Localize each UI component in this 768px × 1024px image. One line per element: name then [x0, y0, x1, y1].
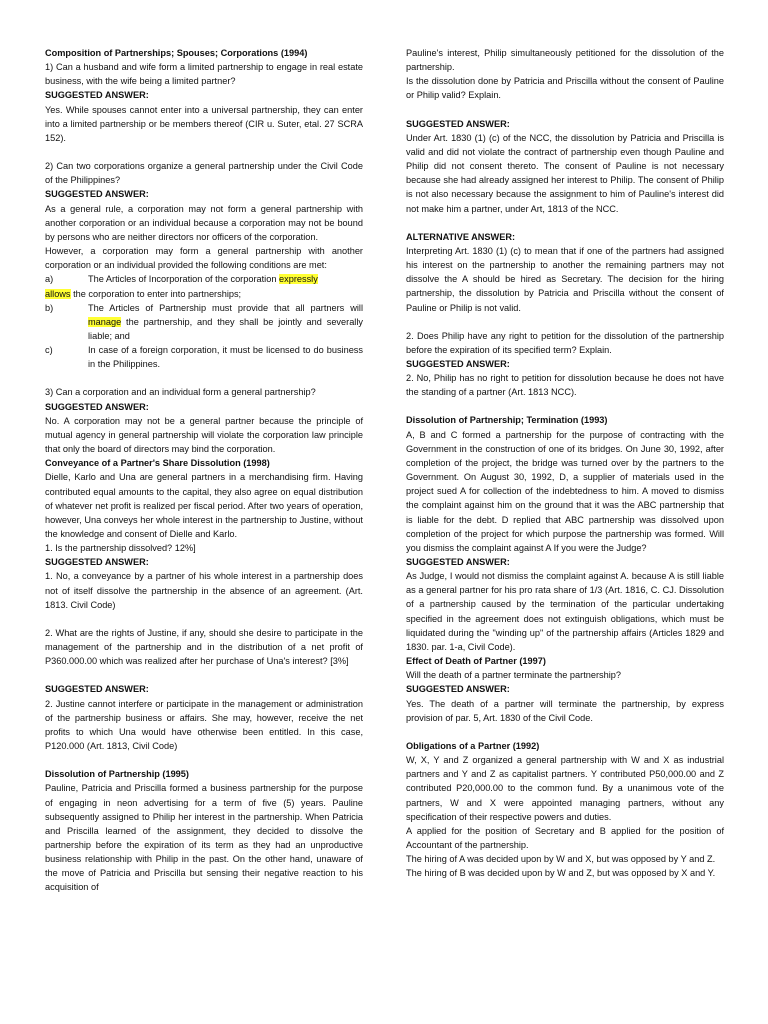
suggested-answer-label: SUGGESTED ANSWER: — [406, 358, 510, 369]
suggested-answer-label: SUGGESTED ANSWER: — [406, 557, 510, 567]
condition-a-label: a) — [45, 274, 54, 285]
dissolution-facts-cont: Pauline's interest, Philip simultaneously petitioned for the dissolution of the partnership. — [406, 48, 724, 73]
suggested-answer-label: SUGGESTED ANSWER: — [45, 684, 149, 695]
termination-answer: As Judge, I would not dismiss the complaint against A. because A is still liable as a general partner for his pro rata share of 1/3 (Art. 1816, C. CJ. Dissolution of a partnership caused by the termination of the particular undertaking specified in the agreement does not extinguish obligations, which must be liquidated during the "winding up" of the partnership affairs (Articles 1829 and 1830. par. 1-a, Civil Code). — [406, 571, 724, 652]
conveyance-facts: Dielle, Karlo and Una are general partners in a merchandising firm. Having contributed equal amounts to the capital, they also agree on equal distribution of whatever net profit is realized per fiscal period. After two years of operation, however, Una conveys her whole interest in the partnership to Justine, without the knowledge and consent of Dielle and Karlo. — [45, 472, 363, 539]
condition-c — [45, 343, 363, 371]
alternative-answer: Interpreting Art. 1830 (1) (c) to mean that if one of the partners had assigned his interest on the partnership to another the remaining partners may not dissolve the A should be hired as Secretary. The decision for the hiring partnership, the dissolution by Patricia and Priscilla without the consent of Pauline or Philip is not valid. — [406, 245, 724, 313]
condition-a-rest: the corporation to enter into partnerships; — [70, 288, 242, 299]
left-column — [45, 46, 363, 895]
question-2: 2) Can two corporations organize a general partnership under the Civil Code of the Philippines? — [45, 161, 363, 186]
obligations-applicants: A applied for the position of Secretary and B applied for the position of Accountant of the partnership. — [406, 825, 724, 850]
conveyance-answer-1: 1. No, a conveyance by a partner of his whole interest in a partnership does not of itself dissolve the partnership in the absence of an agreement. (Art. 1813. Civil Code) — [45, 571, 363, 610]
answer-1: Yes. While spouses cannot enter into a universal partnership, they can enter into a limited partnership or be members thereof (CIR u. Suter, etal. 27 SCRA 152). — [45, 104, 363, 143]
suggested-answer-label: SUGGESTED ANSWER: — [45, 557, 149, 568]
condition-b — [45, 301, 363, 343]
suggested-answer-label: SUGGESTED ANSWER: — [406, 118, 510, 129]
answer-2a: As a general rule, a corporation may not form a general partnership with another corporation or an individual because a corporation may not be bound by persons who are neither directors nor officers of the corporation. — [45, 203, 363, 242]
obligations-hiring-a: The hiring of A was decided upon by W and X, but was opposed by Y and Z. — [406, 854, 716, 865]
condition-b-rest: the partnership, and they shall be jointly and severally liable; and — [88, 316, 363, 341]
dissolution-answer-2: 2. No, Philip has no right to petition for dissolution because he does not have the standing of a partner (Art. 1813 NCC). — [406, 373, 724, 398]
obligations-hiring-b: The hiring of B was decided upon by W and Z, but was opposed by X and Y. — [406, 868, 716, 879]
alternative-answer-label: ALTERNATIVE ANSWER: — [406, 231, 516, 242]
heading-dissolution: Dissolution of Partnership (1995) — [45, 769, 189, 780]
right-column — [406, 46, 724, 880]
condition-b-label: b) — [45, 302, 54, 313]
condition-c-text: In case of a foreign corporation, it must be licensed to do business in the Philippines. — [88, 345, 363, 370]
conveyance-question-1: 1. Is the partnership dissolved? 12%] — [45, 543, 196, 554]
death-answer: Yes. The death of a partner will terminate the partnership, by express provision of par. 5, Art. 1830 of the Civil Code. — [406, 698, 724, 723]
answer-2b: However, a corporation may form a general partnership with another corporation or an individual provided the following conditions are met: — [45, 246, 363, 271]
heading-composition: Composition of Partnerships; Spouses; Corporations (1994) — [45, 48, 308, 58]
dissolution-answer-1: Under Art. 1830 (1) (c) of the NCC, the dissolution by Patricia and Priscilla is valid and did not violate the contract of partnership even though Pauline and Philip did not consent thereto. The consent of Pauline is not necessary because she had already assigned her interest to Philip. The consent of Philip is not also necessary because the assignment to him of Pauline's interest did not make him a partner, under Art, 1813 of the NCC. — [406, 132, 724, 214]
highlight-manage: manage — [88, 316, 122, 327]
heading-obligations: Obligations of a Partner (1992) — [406, 740, 540, 751]
suggested-answer-label: SUGGESTED ANSWER: — [45, 401, 149, 412]
dissolution-facts: Pauline, Patricia and Priscilla formed a business partnership for the purpose of engaging in neon advertising for a term of five (5) years. Pauline subsequently assigned to Philip her interest in the partnership. When Patricia and Priscilla learned of the assignment, they decided to dissolve the partnership before the expiration of its term as they had an unproductive business relationship with Philip in the past. On the other hand, unaware of the move of Patricia and Priscilla but sensing their negative reaction to his acquisition of — [45, 783, 363, 893]
death-question: Will the death of a partner terminate the partnership? — [406, 670, 622, 681]
suggested-answer-label: SUGGESTED ANSWER: — [406, 684, 510, 695]
conveyance-question-2: 2. What are the rights of Justine, if any, should she desire to participate in the management of the partnership and in the distribution of a net profit of P360.000.00 which was realized after her purchase of Una's interest? [3%] — [45, 627, 363, 667]
termination-facts: A, B and C formed a partnership for the purpose of contracting with the Government in the construction of one of its bridges. On June 30, 1992, after completion of the project, the bridge was turned over by the partners to the Government. On August 30, 1992, D, a supplier of materials used in the project sued A for collection of the indebtedness to him. A moved to dismiss the complaint against him on the ground that it was the ABC partnership that is liable for the debt. D replied that ABC partnership was dissolved upon completion of the project for which purpose the partnership was formed. Will you dismiss the complaint against A If you were the Judge? — [406, 429, 724, 553]
question-3: 3) Can a corporation and an individual form a general partnership? — [45, 387, 316, 398]
answer-3: No. A corporation may not be a general partner because the principle of mutual agency in general partnership will violate the corporation law principle that only the board of directors may bind the corporation. — [45, 415, 363, 455]
highlight-expressly: expressly — [279, 274, 318, 285]
heading-termination: Dissolution of Partnership; Termination (1993) — [406, 415, 608, 426]
heading-death-of-partner: Effect of Death of Partner (1997) — [406, 656, 546, 667]
dissolution-question-2: 2. Does Philip have any right to petition for the dissolution of the partnership before the expiration of its specified term? Explain. — [406, 330, 724, 355]
highlight-allows: allows — [45, 288, 71, 299]
dissolution-question-1: Is the dissolution done by Patricia and Priscilla without the consent of Pauline or Philip valid? Explain. — [406, 76, 724, 101]
heading-conveyance: Conveyance of a Partner's Share Dissolution (1998) — [45, 458, 270, 469]
condition-a-text: The Articles of Incorporation of the corporation — [88, 274, 279, 285]
question-1: 1) Can a husband and wife form a limited partnership to engage in real estate business, with the wife being a limited partner? — [45, 62, 363, 87]
conveyance-answer-2: 2. Justine cannot interfere or participate in the management or administration of the partnership business or affairs. She may, however, receive the net profits to which Una would have otherwise been entitled. In this case, P120.000 (Art. 1813, Civil Code) — [45, 698, 363, 752]
condition-b-text: The Articles of Partnership must provide that all partners will — [88, 302, 363, 313]
obligations-facts: W, X, Y and Z organized a general partnership with W and X as industrial partners and Y and Z as capitalist partners. Y contributed P50,000.00 and Z contributed P20,000.00 to the common fund. By a unanimous vote of the partners, W and X were appointed managing partners, without any specification of their respective powers and duties. — [406, 755, 724, 822]
condition-c-label: c) — [45, 345, 53, 356]
condition-a — [45, 272, 363, 286]
suggested-answer-label: SUGGESTED ANSWER: — [45, 189, 149, 200]
suggested-answer-label: SUGGESTED ANSWER: — [45, 90, 149, 101]
